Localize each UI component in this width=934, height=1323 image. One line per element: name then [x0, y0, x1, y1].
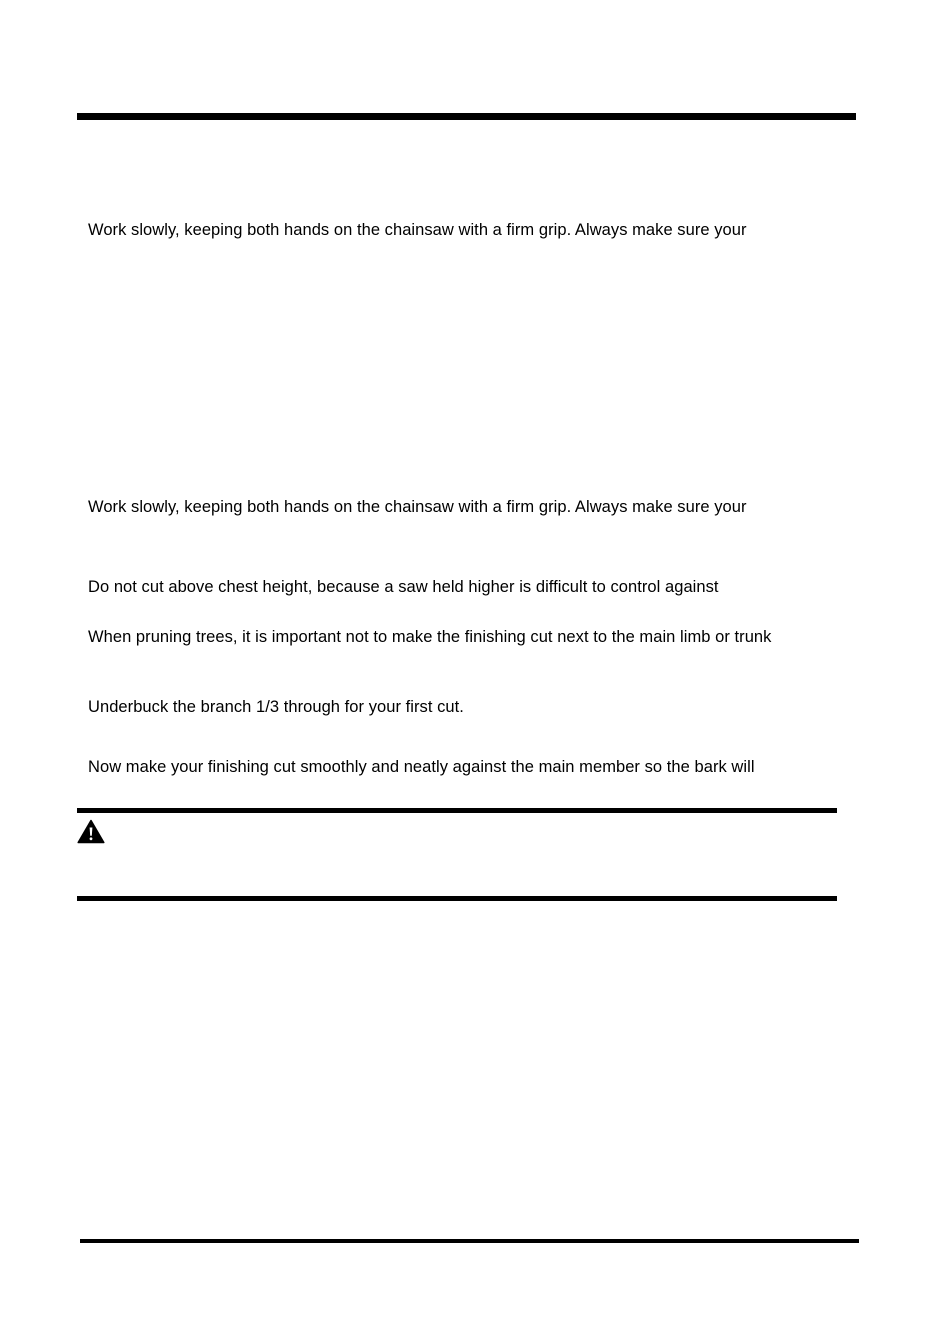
warning-triangle-icon	[77, 819, 105, 844]
paragraph-work-slowly-1: Work slowly, keeping both hands on the chainsaw with a firm grip. Always make sure your	[88, 221, 747, 239]
header-rule	[77, 113, 856, 120]
paragraph-pruning-trees: When pruning trees, it is important not to make the finishing cut next to the main limb or trunk	[88, 628, 772, 646]
warning-top-rule	[77, 808, 837, 813]
footer-rule	[80, 1239, 859, 1243]
warning-bottom-rule	[77, 896, 837, 901]
paragraph-chest-height: Do not cut above chest height, because a saw held higher is difficult to control against	[88, 578, 719, 596]
paragraph-finishing-cut: Now make your finishing cut smoothly and neatly against the main member so the bark will	[88, 758, 755, 776]
paragraph-underbuck: Underbuck the branch 1/3 through for your first cut.	[88, 698, 464, 716]
paragraph-work-slowly-2: Work slowly, keeping both hands on the chainsaw with a firm grip. Always make sure your	[88, 498, 747, 516]
